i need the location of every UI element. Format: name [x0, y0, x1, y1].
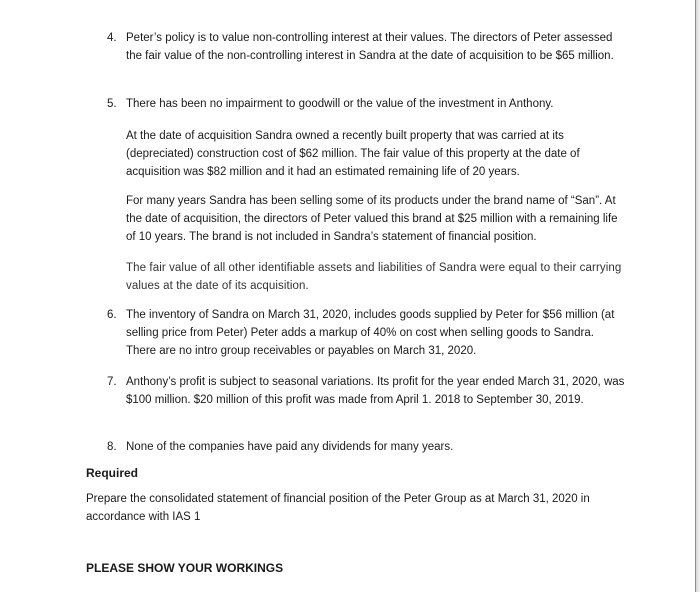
item-number: 8. [107, 441, 117, 453]
item-number: 4. [107, 32, 117, 44]
show-workings-note: PLEASE SHOW YOUR WORKINGS [86, 561, 284, 575]
item-text: There has been no impairment to goodwill or the value of the investment in Anthony. [126, 98, 554, 110]
list-item-7 [107, 373, 627, 409]
item-text: The inventory of Sandra on March 31, 2020, includes goods supplied by Peter for $56 million (at selling price from Peter) Peter adds a markup of 40% on cost when selling goods to Sandra. There are no intro group receivables or payables on March 31, 2020. [126, 309, 615, 357]
page-edge-line [695, 0, 696, 592]
item-number: 7. [107, 376, 117, 388]
required-heading: Required [86, 466, 139, 480]
item-number: 6. [107, 309, 117, 321]
paragraph-brand: For many years Sandra has been selling some of its products under the brand name of “San”. At the date of acquisition, the directors of Peter valued this brand at $25 million with a remaining life of 10 years. The brand is not included in Sandra’s statement of financial position. [126, 195, 618, 243]
paragraph-property: At the date of acquisition Sandra owned a recently built property that was carried at its (depreciated) construction cost of $62 million. The fair value of this property at the date of acquisition was $82 million and it had an estimated remaining life of 20 years. [126, 130, 580, 178]
list-item-8 [107, 438, 627, 456]
list-item-4 [107, 29, 627, 65]
item-number: 5. [107, 98, 117, 110]
paragraph-fair-value: The fair value of all other identifiable assets and liabilities of Sandra were equal to their carrying values at the date of its acquisition. [126, 262, 622, 292]
item-text: Peter’s policy is to value non-controlling interest at their values. The directors of Peter assessed the fair value of the non-controlling interest in Sandra at the date of acquisition to be $65 million. [126, 32, 614, 62]
page-edge-shadow [696, 0, 700, 592]
item-text: None of the companies have paid any dividends for many years. [126, 441, 454, 453]
list-item-6 [107, 306, 627, 360]
required-text: Prepare the consolidated statement of financial position of the Peter Group as at March 31, 2020 in accordance with IAS 1 [86, 493, 590, 523]
list-item-5 [107, 95, 627, 113]
item-text: Anthony’s profit is subject to seasonal variations. Its profit for the year ended March 31, 2020, was $100 million. $20 million of this profit was made from April 1. 2018 to September 30, 2019. [126, 376, 625, 406]
